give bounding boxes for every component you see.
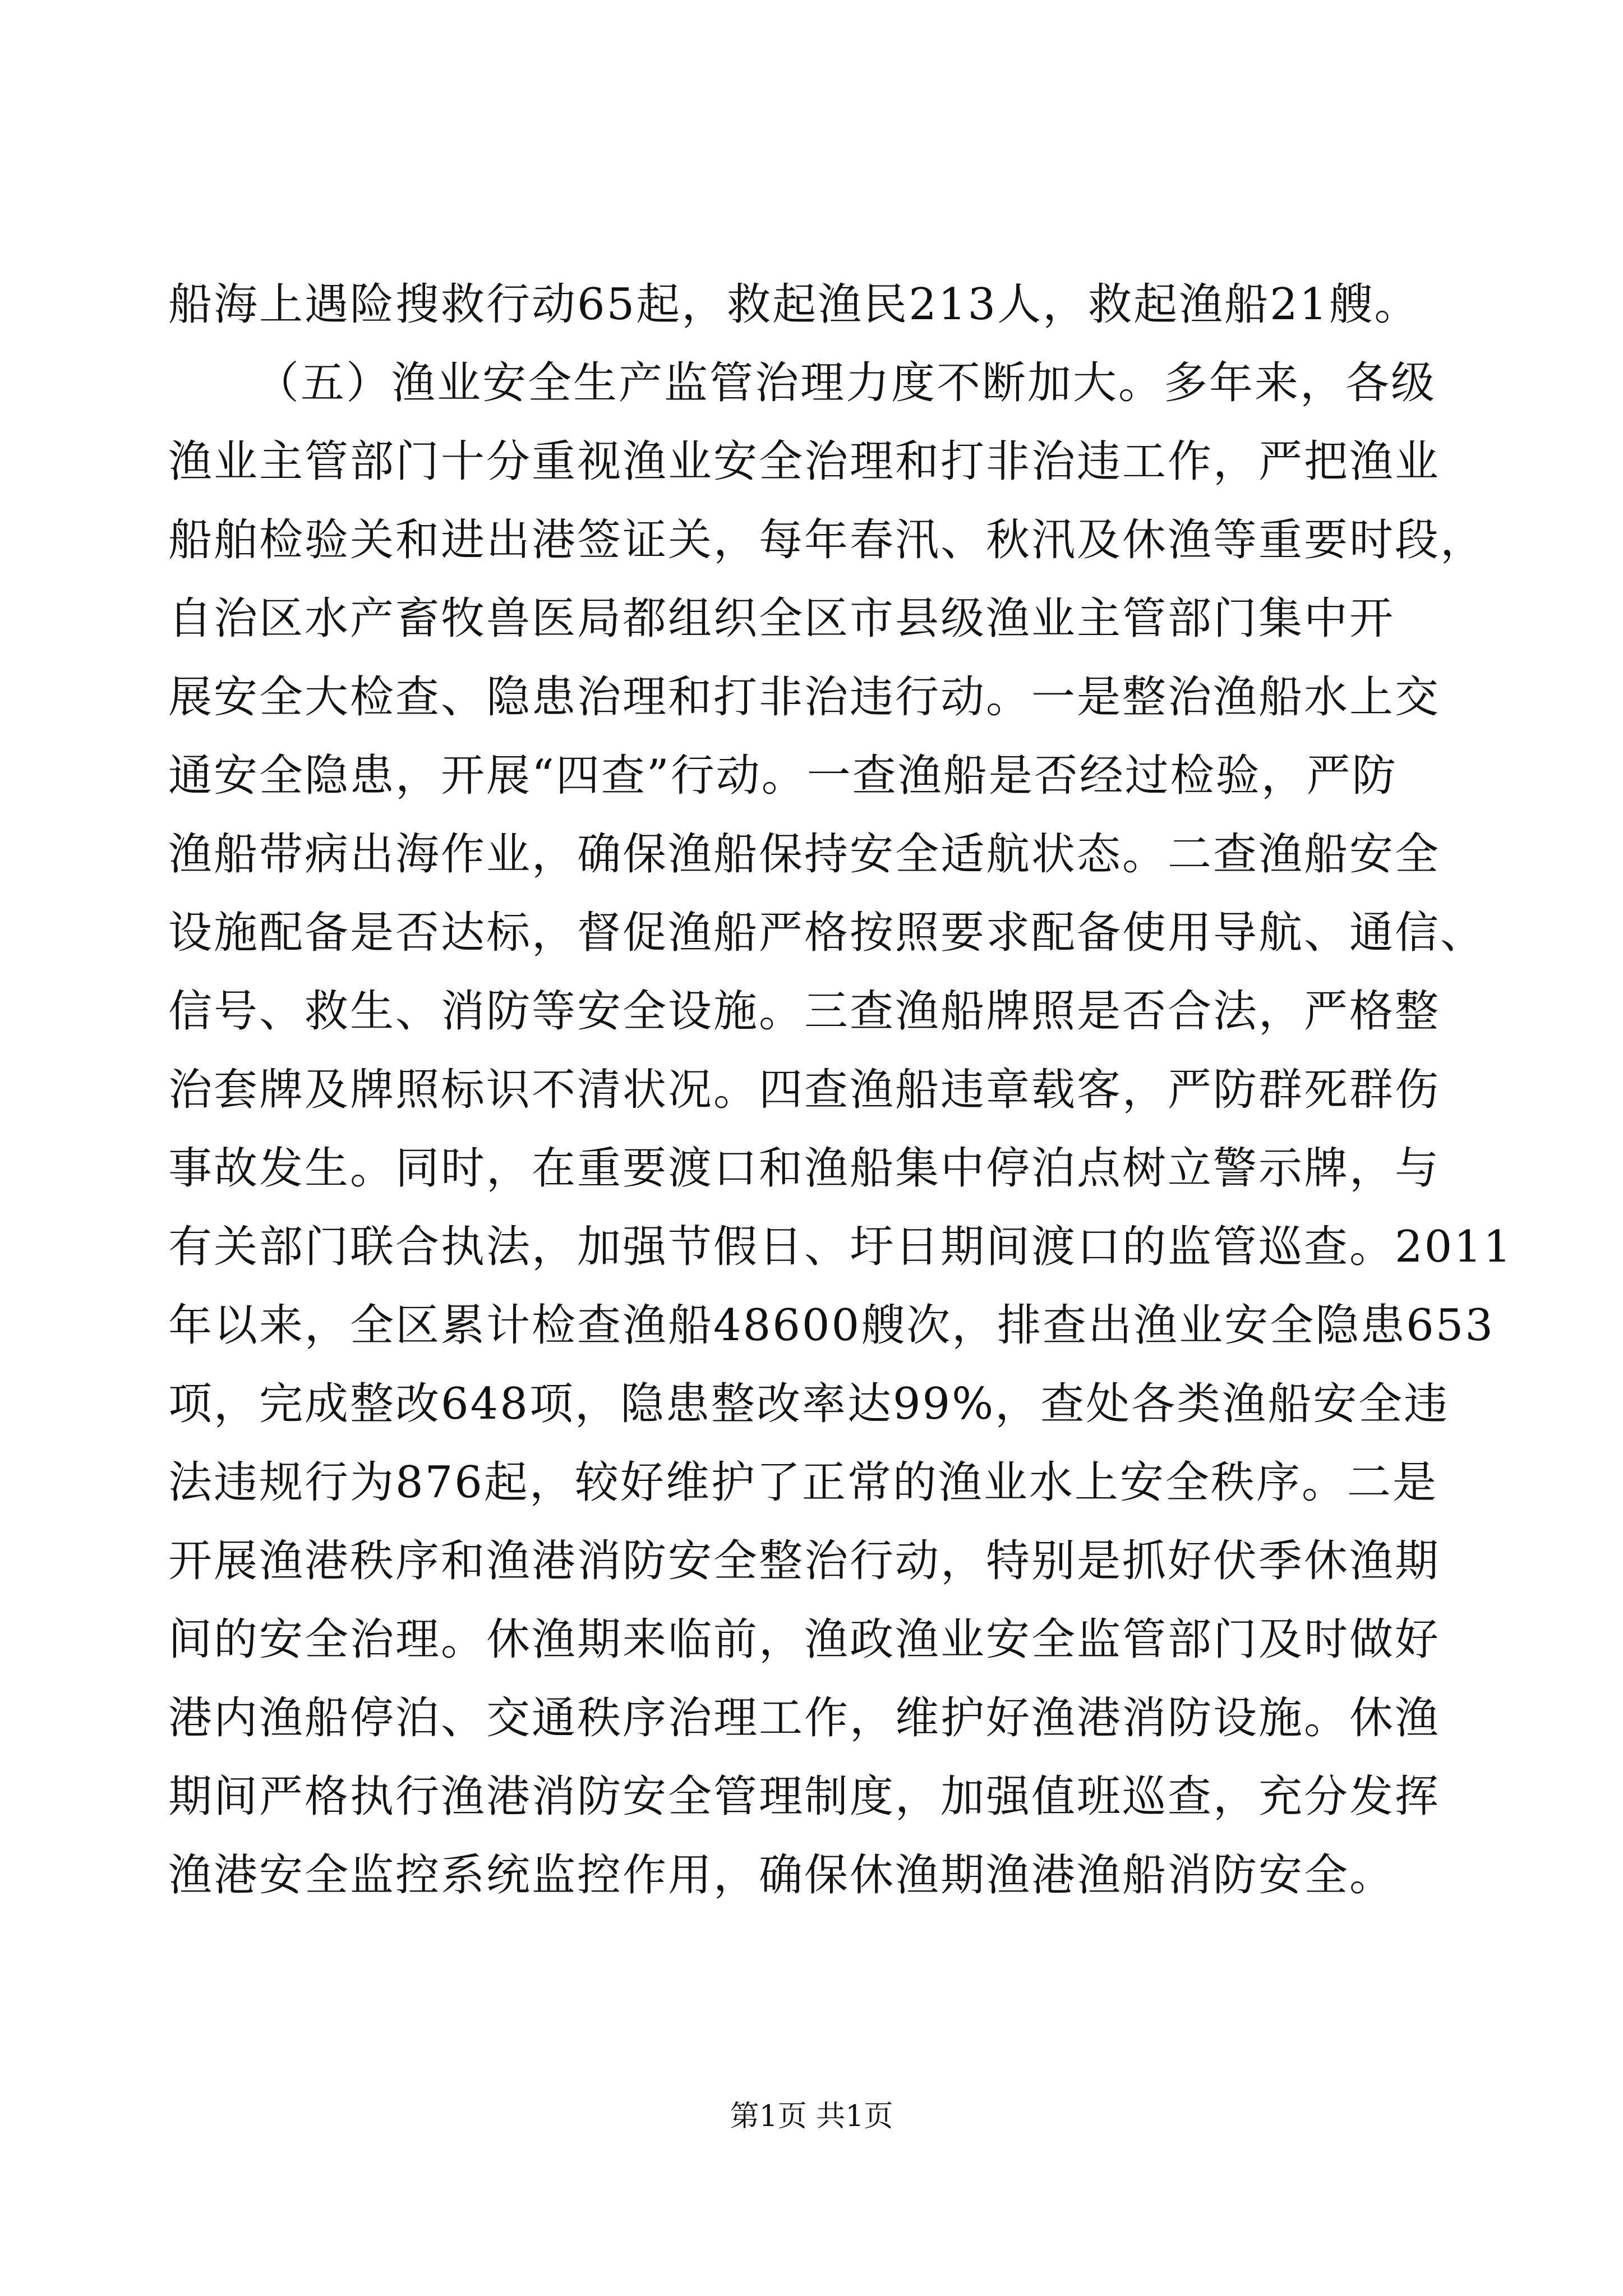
text-line: 间的安全治理。休渔期来临前，渔政渔业安全监管部门及时做好 xyxy=(168,1614,1441,1665)
paragraph-heading-line: （五）渔业安全生产监管治理力度不断加大。多年来，各级 xyxy=(255,358,1437,408)
text-line: 事故发生。同时，在重要渡口和渔船集中停泊点树立警示牌，与 xyxy=(168,1143,1441,1194)
text-line: 自治区水产畜牧兽医局都组织全区市县级渔业主管部门集中开 xyxy=(168,593,1395,644)
text-line: 信号、救生、消防等安全设施。三查渔船牌照是否合法，严格整 xyxy=(168,986,1441,1037)
text-line: 设施配备是否达标，督促渔船严格按照要求配备使用导航、通信、 xyxy=(168,908,1486,958)
text-line: 年以来，全区累计检查渔船48600艘次，排查出渔业安全隐患653 xyxy=(168,1300,1495,1351)
text-line: 渔港安全监控系统监控作用，确保休渔期渔港渔船消防安全。 xyxy=(168,1850,1395,1901)
page-number-footer: 第1页 共1页 xyxy=(730,2100,893,2133)
text-line: 有关部门联合执法，加强节假日、圩日期间渡口的监管巡查。2011 xyxy=(168,1222,1513,1272)
text-line: 船舶检验关和进出港签证关，每年春汛、秋汛及休渔等重要时段， xyxy=(168,515,1486,565)
text-line: 项，完成整改648项，隐患整改率达99%，查处各类渔船安全违 xyxy=(168,1379,1450,1429)
text-line: 展安全大检查、隐患治理和打非治违行动。一是整治渔船水上交 xyxy=(168,672,1441,723)
text-line: 港内渔船停泊、交通秩序治理工作，维护好渔港消防设施。休渔 xyxy=(168,1693,1441,1743)
text-line: 渔船带病出海作业，确保渔船保持安全适航状态。二查渔船安全 xyxy=(168,829,1441,880)
text-line: 开展渔港秩序和渔港消防安全整治行动，特别是抓好伏季休渔期 xyxy=(168,1536,1441,1586)
text-line: 治套牌及牌照标识不清状况。四查渔船违章载客，严防群死群伤 xyxy=(168,1065,1441,1115)
text-line: 通安全隐患，开展“四查”行动。一查渔船是否经过检验，严防 xyxy=(168,751,1398,801)
text-line: 期间严格执行渔港消防安全管理制度，加强值班巡查，充分发挥 xyxy=(168,1772,1441,1822)
text-line: 渔业主管部门十分重视渔业安全治理和打非治违工作，严把渔业 xyxy=(168,436,1441,487)
text-line: 法违规行为876起，较好维护了正常的渔业水上安全秩序。二是 xyxy=(168,1457,1438,1508)
text-line: 船海上遇险搜救行动65起，救起渔民213人，救起渔船21艘。 xyxy=(168,279,1420,330)
